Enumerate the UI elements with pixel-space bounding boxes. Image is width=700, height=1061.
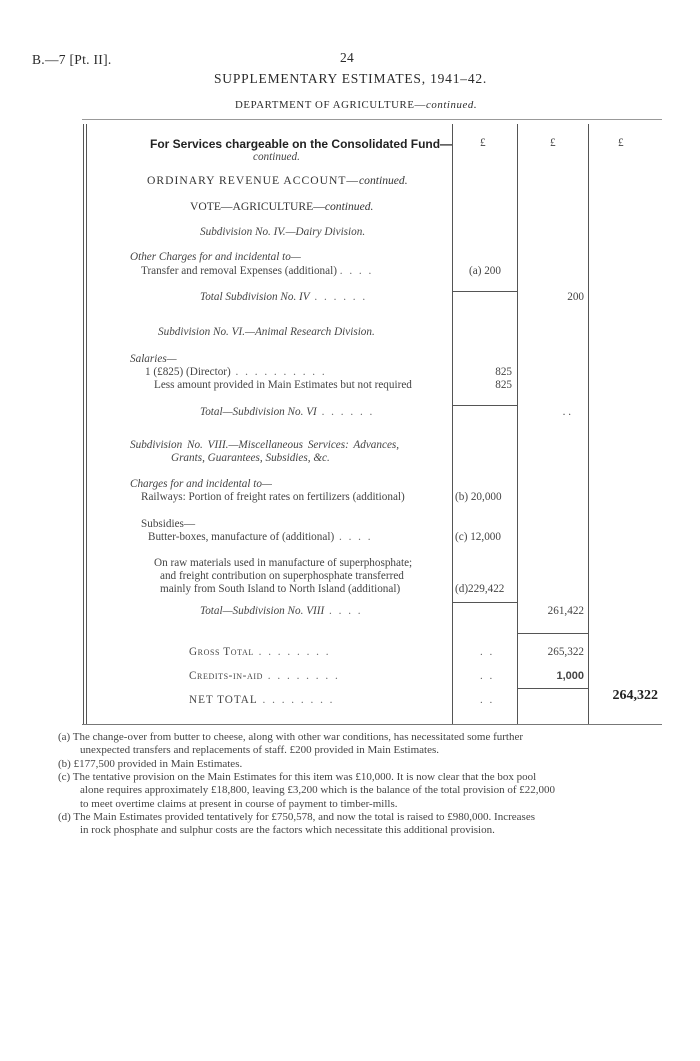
page-title: SUPPLEMENTARY ESTIMATES, 1941–42. [214, 71, 488, 86]
header-rule [82, 119, 662, 120]
sub8-butter-label: Butter-boxes, manufacture of (additional) . . . . [148, 531, 373, 543]
document-reference: B.—7 [Pt. II]. [32, 52, 112, 67]
sub8-raw-amount: (d)229,422 [455, 583, 505, 595]
sub8-charges: Charges for and incidental to— [130, 478, 272, 490]
sub8-raw-line1: On raw materials used in manufacture of superphosphate; [154, 557, 413, 569]
credits-col1-dots: . . [480, 670, 495, 682]
sub8-railways-label: Railways: Portion of freight rates on fertilizers (additional) [141, 491, 405, 503]
sub6-total-amount: . . [562, 406, 571, 418]
gross-total-label: Gross Total . . . . . . . . [189, 646, 331, 658]
sub4-subtotal-rule [452, 291, 517, 292]
column-rule-2 [517, 124, 518, 724]
net-total-amount: 264,322 [612, 688, 658, 703]
subdivision-viii-title-line1: Subdivision No. VIII.—Miscellaneous Services: Advances, [130, 439, 400, 451]
vote-heading: VOTE—AGRICULTURE—continued. [190, 200, 374, 213]
sub6-item-amount: 825 [495, 366, 512, 378]
fund-heading-continued: continued. [253, 151, 300, 163]
currency-symbol-col3: £ [618, 137, 624, 149]
sub6-less-amount: 825 [495, 379, 512, 391]
sub8-butter-amount: (c) 12,000 [455, 531, 501, 543]
column-rule-1 [452, 124, 453, 724]
currency-symbol-col1: £ [480, 137, 486, 149]
subdivision-iv-title: Subdivision No. IV.—Dairy Division. [200, 226, 366, 238]
credits-in-aid-amount: 1,000 [556, 670, 584, 682]
footnote-b: (b) £177,500 provided in Main Estimates. [58, 758, 243, 770]
net-total-rule [517, 688, 588, 689]
table-bottom-rule [82, 724, 662, 725]
sub8-railways-amount: (b) 20,000 [455, 491, 502, 503]
net-total-label: NET TOTAL . . . . . . . . [189, 694, 335, 706]
footnote-d: (d) The Main Estimates provided tentatively for £750,578, and now the total is raised to £980,000. Increases in rock phosphate and sulphur costs are the factors which necessitate this additional provision. [58, 811, 535, 837]
department-heading: DEPARTMENT OF AGRICULTURE—continued. [235, 99, 478, 111]
sub8-raw-line3: mainly from South Island to North Island (additional) [160, 583, 401, 595]
fund-heading: For Services chargeable on the Consolidated Fund— [150, 137, 453, 151]
account-heading: ORDINARY REVENUE ACCOUNT—continued. [147, 174, 408, 187]
sub8-total-label: Total—Subdivision No. VIII . . . . [200, 605, 363, 617]
subdivision-viii-title-line2: Grants, Guarantees, Subsidies, &c. [171, 452, 330, 464]
sub6-total-label: Total—Subdivision No. VI . . . . . . [200, 406, 375, 418]
sub6-less-label: Less amount provided in Main Estimates but not required [154, 379, 412, 391]
sub4-total-label: Total Subdivision No. IV . . . . . . [200, 291, 368, 303]
sub8-subtotal-rule [452, 602, 517, 603]
gross-total-col1-dots: . . [480, 646, 495, 658]
sub4-other-charges: Other Charges for and incidental to— [130, 251, 301, 263]
column-rule-3 [588, 124, 589, 724]
footnote-c: (c) The tentative provision on the Main Estimates for this item was £10,000. It is now clear that the box pool alone requires approximately £18,800, leaving £3,200 which is the balance of the total provision of £22,000 to meet overtime claims at present in course of payment to timber-mills. [58, 771, 556, 810]
left-rule-inner [86, 124, 87, 724]
net-total-col1-dots: . . [480, 694, 495, 706]
sub8-subsidies: Subsidies— [141, 518, 196, 530]
sub6-item-label: 1 (£825) (Director) . . . . . . . . . . [145, 366, 327, 378]
footnote-a: (a) The change-over from butter to cheese, along with other war conditions, has necessitated some further unexpected transfers and replacements of staff. £200 provided in Main Estimates. [58, 731, 524, 757]
page-number: 24 [340, 50, 355, 65]
sub8-raw-line2: and freight contribution on superphosphate transferred [160, 570, 404, 582]
sub6-subtotal-rule [452, 405, 517, 406]
credits-in-aid-label: Credits-in-aid . . . . . . . . [189, 670, 340, 682]
gross-total-amount: 265,322 [547, 646, 584, 658]
sub6-salaries: Salaries— [130, 353, 177, 365]
gross-total-rule [517, 633, 588, 634]
left-rule-outer [83, 124, 84, 724]
sub8-total-amount: 261,422 [547, 605, 584, 617]
sub4-item-label: Transfer and removal Expenses (additional) . . . . [141, 265, 374, 277]
sub4-total-amount: 200 [567, 291, 584, 303]
currency-symbol-col2: £ [550, 137, 556, 149]
subdivision-vi-title: Subdivision No. VI.—Animal Research Division. [158, 326, 375, 338]
sub4-item-amount: (a) 200 [469, 265, 501, 277]
